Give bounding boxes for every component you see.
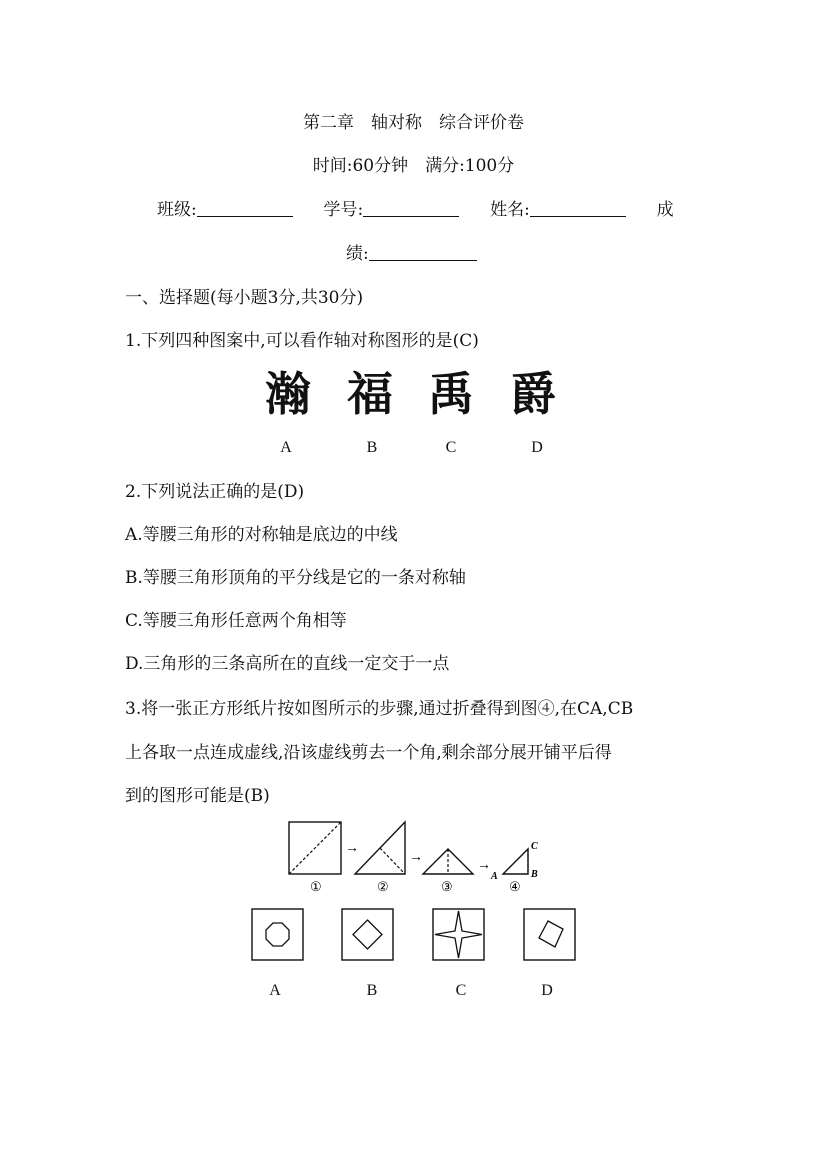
point-label-a: A bbox=[491, 871, 498, 882]
seal-glyph-c: 禹 bbox=[428, 367, 474, 421]
name-field[interactable] bbox=[530, 198, 626, 217]
page-title: 第二章 轴对称 综合评价卷 bbox=[303, 113, 524, 133]
point-label-b: B bbox=[531, 869, 538, 880]
step-arrow-3: → bbox=[477, 858, 491, 873]
q3-figure-d bbox=[524, 909, 575, 960]
name-label: 姓名: bbox=[490, 200, 530, 220]
fold-step-4 bbox=[503, 849, 528, 874]
q3-figure-a bbox=[252, 909, 303, 960]
question-2-stem: 2.下列说法正确的是(D) bbox=[125, 482, 305, 502]
folding-steps-diagram bbox=[283, 817, 543, 899]
question-3-stem-line2: 上各取一点连成虚线,沿该虚线剪去一个角,剩余部分展开铺平后得 bbox=[125, 743, 612, 763]
class-field[interactable] bbox=[197, 198, 293, 217]
id-label: 学号: bbox=[323, 200, 364, 220]
q2-option-d: D.三角形的三条高所在的直线一定交于一点 bbox=[125, 654, 450, 674]
q1-label-d: D bbox=[531, 439, 543, 456]
step-arrow-1: → bbox=[345, 841, 359, 856]
step-label-2: ② bbox=[377, 879, 389, 894]
question-3-stem-line1: 3.将一张正方形纸片按如图所示的步骤,通过折叠得到图④,在CA,CB bbox=[125, 699, 634, 719]
q3-label-d: D bbox=[541, 982, 553, 999]
seal-glyph-a: 瀚 bbox=[265, 367, 311, 421]
fold-step-1 bbox=[289, 822, 341, 874]
point-label-c: C bbox=[531, 841, 538, 852]
student-info-row bbox=[157, 198, 674, 222]
q1-label-a: A bbox=[280, 439, 292, 456]
seal-glyph-d: 爵 bbox=[510, 367, 556, 421]
seal-glyph-b: 福 bbox=[347, 367, 393, 421]
fold-step-2 bbox=[355, 822, 405, 874]
score-field[interactable] bbox=[369, 242, 477, 261]
score-label-part1: 成 bbox=[656, 200, 674, 220]
fold-step-3 bbox=[423, 849, 473, 874]
q3-label-b: B bbox=[366, 982, 378, 999]
q1-label-b: B bbox=[366, 439, 378, 456]
score-row bbox=[346, 242, 477, 266]
step-label-3: ③ bbox=[441, 879, 453, 894]
question-1-stem: 1.下列四种图案中,可以看作轴对称图形的是(C) bbox=[125, 331, 479, 351]
q2-option-a: A.等腰三角形的对称轴是底边的中线 bbox=[125, 525, 398, 545]
section-heading: 一、选择题(每小题3分,共30分) bbox=[125, 288, 364, 308]
step-arrow-2: → bbox=[409, 850, 423, 865]
q3-label-c: C bbox=[455, 982, 467, 999]
q3-figure-c bbox=[433, 909, 484, 960]
q2-option-b: B.等腰三角形顶角的平分线是它的一条对称轴 bbox=[125, 568, 466, 588]
id-field[interactable] bbox=[363, 198, 459, 217]
q1-label-c: C bbox=[445, 439, 457, 456]
class-label: 班级: bbox=[157, 200, 197, 220]
step-label-4: ④ bbox=[509, 879, 521, 894]
question-3-stem-line3: 到的图形可能是(B) bbox=[125, 786, 270, 806]
q3-answer-figures bbox=[250, 907, 580, 963]
q3-label-a: A bbox=[269, 982, 281, 999]
q3-figure-b bbox=[342, 909, 393, 960]
time-info: 时间:60分钟 满分:100分 bbox=[312, 156, 515, 176]
step-label-1: ① bbox=[310, 879, 322, 894]
q2-option-c: C.等腰三角形任意两个角相等 bbox=[125, 611, 347, 631]
score-label-part2: 绩: bbox=[346, 244, 369, 264]
